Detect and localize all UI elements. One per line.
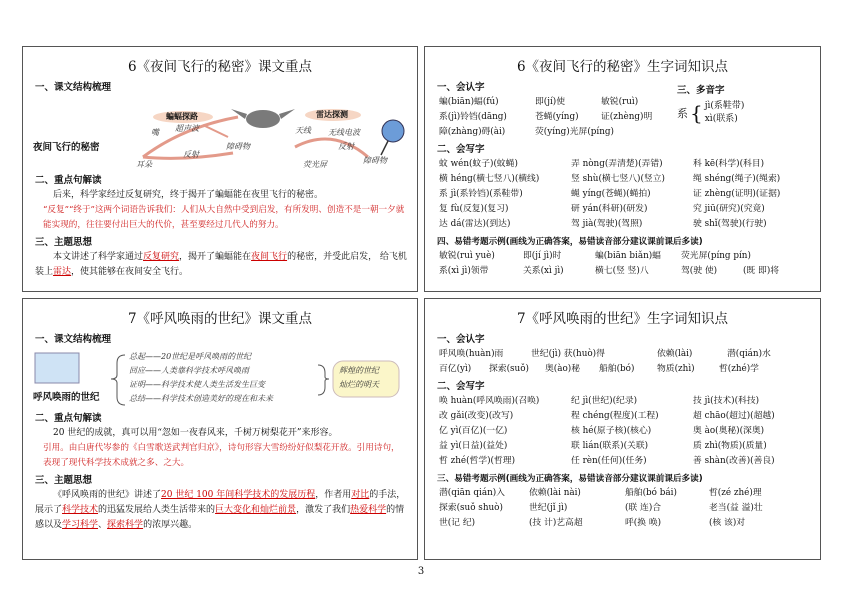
word-ultrasound: 超声波 [175,124,199,133]
polyphone-reading: jì(系鞋带) [704,101,745,111]
section-heading: 一、课文结构梳理 [35,334,112,345]
panel-lesson6-vocab [424,46,821,292]
bat-label: 蝙蝠探路 [166,111,198,121]
key-sentence: 20 世纪的成就，真可以用“忽如一夜春风来，千树万树梨花开”来形容。 [53,428,338,438]
section-heading: 一、会认字 [437,82,485,93]
radar-arrow [295,139,368,157]
word-reflect-radar: 反射 [338,142,354,151]
exercise-row: 敏锐(ruì yuè) 即(jí jì)时 蝙(biān biǎn)蝠 荧光屏(píng pín) [439,251,751,261]
bat-icon [246,110,280,128]
vocab-row: 横 héng(横七竖八)(横线) 竖 shù(横七竖八)(竖立) 绳 shéng(绳子)(绳索) [439,174,781,184]
structure-line: 总结——科学技术创造美好的现在和未来 [129,394,273,403]
polyphone-reading: xì(联系) [704,114,738,124]
panel-lesson7-key-points [22,298,418,560]
result-text: 辉煌的世纪 灿烂的明天 [339,366,379,389]
vocab-row: 复 fù(反复)(复习) 研 yán(科研)(研发) 究 jiū(研究)(究竟) [439,204,765,214]
exercise-row: 系(xì jì)领带 关系(xì jì) 横七(竖 竖)八 驾(驶 使) (既 即)将 [439,266,780,276]
panel-title: 6《夜间飞行的秘密》生字词知识点 [516,59,729,75]
vocab-row: 益 yì(日益)(益处) 联 lián(联系)(关联) 质 zhì(物质)(质量) [439,441,767,451]
vocab-row: 障(zhàng)碍(ài) 荧(yíng)光屏(píng) [439,127,614,137]
key-sentence-note: 引用。由白唐代岑参的《白雪歌送武判官归京》，诗句形容大雪纷纷好似梨花开放。引用诗句，表现了现代科学技术成就之多、之大。 [43,443,400,468]
structure-line: 证明——科学技术使人类生活发生巨变 [129,380,265,389]
exercise-row: 世(记 纪) (技 计)艺高超 呼(换 唤) (核 该)对 [439,518,746,528]
center-title: 呼风唤雨的世纪 [33,392,100,403]
vocab-row: 系 jì(系铃铛)(系鞋带) 蝇 yíng(苍蝇)(蝇拍) 证 zhèng(证明)(证据) [439,189,781,199]
vocab-row: 蝙(biān)蝠(fú) 即(jí)使 敏锐(ruì) [439,97,639,107]
section-heading: 一、会认字 [437,334,485,345]
structure-line: 回应——人类靠科学技术呼风唤雨 [129,366,249,375]
vocab-row: 哲 zhé(哲学)(哲理) 任 rèn(任何)(任务) 善 shàn(改善)(善良) [439,456,775,466]
section-heading: 三、主题思想 [35,237,93,248]
satellite-icon [35,353,79,383]
theme-paragraph: 本文讲述了科学家通过反复研究，揭开了蝙蝠能在夜间飞行的秘密，并受此启发， 给飞机装上雷达，使其能够在夜间安全飞行。 [35,252,407,277]
vocab-row: 蚊 wén(蚊子)(蚊蝇) 弄 nòng(弄清楚)(弄错) 科 kē(科学)(科目) [439,159,765,169]
word-ears: 耳朵 [136,160,152,169]
panel-title: 6《夜间飞行的秘密》课文重点 [127,59,313,75]
panel-title: 7《呼风唤雨的世纪》生字词知识点 [516,311,729,327]
word-screen: 荧光屏 [303,160,327,169]
structure-diagram [33,97,407,171]
polyphone-box [677,81,744,126]
section-heading: 二、重点句解读 [35,413,102,424]
page-number: 3 [417,566,425,577]
section-heading: 二、会写字 [437,144,485,155]
key-sentence: 后来，科学家经过反复研究，终于揭开了蝙蝠能在夜里飞行的秘密。 [53,190,324,200]
section-heading: 三、易错考题示例(画线为正确答案，易错读音部分建议课前课后多读) [437,474,703,484]
vocab-row: 呼风唤(huàn)雨 世纪(jì) 获(huò)得 依赖(lài) 潜(qián)水 [439,349,771,359]
section-heading: 二、会写字 [437,381,485,392]
section-heading: 三、多音字 [677,85,725,96]
vocab-row: 唤 huàn(呼风唤雨)(召唤) 纪 jì(世纪)(纪录) 技 jì(技术)(科技) [439,396,760,406]
exercise-row: 潜(qiān qián)入 依赖(lài nài) 船舶(bó bái) 哲(zé zhé)理 [439,488,762,498]
structure-line: 总起——20世纪是呼风唤雨的世纪 [129,352,252,361]
polyphone-char: 系 [677,107,688,120]
section-heading: 三、主题思想 [35,475,93,486]
vocab-row: 亿 yì(百亿)(一亿) 核 hé(原子核)(核心) 奥 ào(奥秘)(深奥) [439,426,765,436]
right-brace [318,365,329,395]
section-heading: 二、重点句解读 [35,175,102,186]
structure-diagram [33,349,407,409]
word-obstacle-radar: 障碍物 [363,156,387,165]
brace-icon: { [690,101,703,125]
vocab-row: 系(jì)铃铛(dāng) 苍蝇(yíng) 证(zhèng)明 [439,112,653,122]
key-sentence-note: “反复”“终于”这两个词语告诉我们：人们从大自然中受到启发，有所发明、创造不是一朝一夕就能实现的，往往要付出巨大的代价，甚至要经过几代人的努力。 [43,205,405,230]
left-brace [111,355,125,405]
section-heading: 一、课文结构梳理 [35,82,112,93]
panel-lesson7-vocab [424,298,821,560]
word-reflect: 反射 [183,150,199,159]
word-obstacle: 障碍物 [226,142,250,151]
exercise-row: 探索(suǒ shuò) 世纪(jǐ jì) (联 连)合 老当(益 溢)壮 [439,503,763,513]
radar-dish-icon [382,120,404,142]
word-radio-wave: 无线电波 [328,128,360,137]
panel-title: 7《呼风唤雨的世纪》课文重点 [127,311,313,327]
word-mouth: 嘴 [151,128,159,137]
panel-lesson6-key-points [22,46,418,292]
word-antenna: 天线 [295,126,311,135]
vocab-row: 百亿(yì) 探索(suǒ) 奥(ào)秘 船舶(bó) 物质(zhì) 哲(zhé)学 [439,364,759,374]
vocab-row: 达 dá(雷达)(到达) 驾 jià(驾驶)(驾照) 驶 shǐ(驾驶)(行驶) [439,219,767,229]
center-title: 夜间飞行的秘密 [33,142,100,153]
radar-label: 雷达探测 [316,109,348,119]
section-heading: 四、易错考题示例(画线为正确答案，易错读音部分建议课前课后多读) [437,237,703,247]
theme-paragraph: 《呼风唤雨的世纪》讲述了20 世纪 100 年间科学技术的发展历程，作者用对比的手法，展示了科学技术的迅猛发展给人类生活带来的巨大变化和灿烂前景，激发了我们热爱科学的情感以及学习科学、探索科学的浓厚兴趣。 [35,490,406,530]
vocab-row: 改 gǎi(改变)(改写) 程 chéng(程度)(工程) 超 chāo(超过)(超越) [439,411,775,421]
